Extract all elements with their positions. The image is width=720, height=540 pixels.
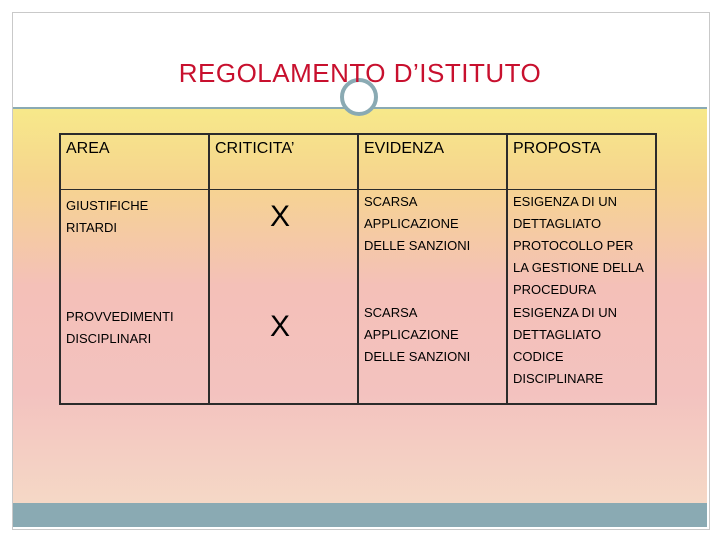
column-divider — [208, 133, 210, 405]
row2-evidenza: SCARSA APPLICAZIONE DELLE SANZIONI — [364, 305, 471, 364]
header-area: AREA — [66, 140, 110, 157]
header-criticita: CRITICITA’ — [215, 140, 295, 157]
row2-criticita-mark: X — [270, 310, 291, 343]
row1-criticita-mark: X — [270, 200, 291, 233]
row1-proposta: ESIGENZA DI UN DETTAGLIATO PROTOCOLLO PER LA GESTIONE DELLA PROCEDURA — [513, 194, 644, 297]
row1-area: GIUSTIFICHE RITARDI — [66, 198, 149, 235]
column-divider — [357, 133, 359, 405]
header-divider — [59, 189, 657, 190]
header-proposta: PROPOSTA — [513, 140, 601, 157]
row1-evidenza: SCARSA APPLICAZIONE DELLE SANZIONI — [364, 194, 471, 253]
page-title: REGOLAMENTO D’ISTITUTO — [178, 58, 542, 88]
row2-proposta: ESIGENZA DI UN DETTAGLIATO CODICE DISCIPLINARE — [513, 305, 618, 386]
row2-area: PROVVEDIMENTI DISCIPLINARI — [66, 309, 174, 346]
bottom-bar — [13, 503, 707, 527]
column-divider — [506, 133, 508, 405]
header-evidenza: EVIDENZA — [364, 140, 445, 157]
